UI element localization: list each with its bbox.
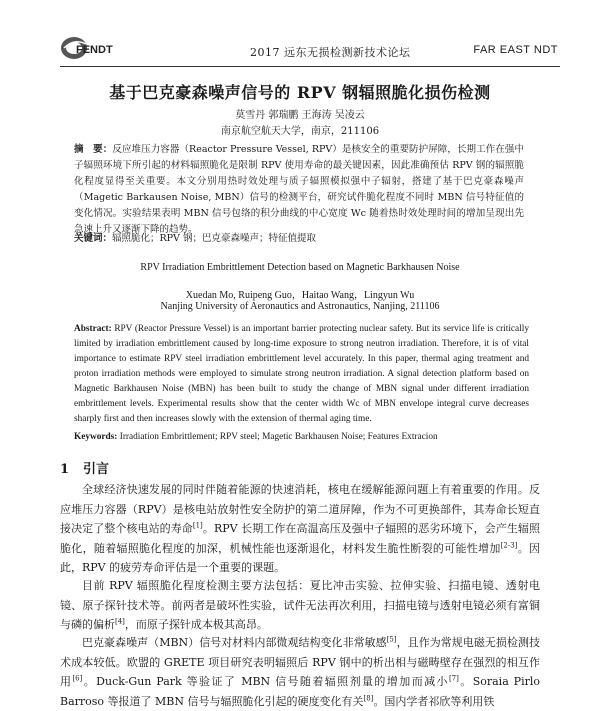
body-paragraph-1 <box>60 480 540 578</box>
paragraph-text: ，而原子探针成本极其高昂。 <box>124 618 268 631</box>
citation: [1] <box>192 521 203 530</box>
paragraph-text: 。RPV 长期工作在高温高压及强中子辐照的恶劣环境下，会产生辐照脆化，随着辐照脆化程度的加深，机械性能也逐渐退化，材料发生脆性断裂的可能性增加 <box>60 522 541 555</box>
keywords-cn <box>74 230 524 244</box>
paragraph-text: 。国内学者祁欣等利用铁 <box>373 694 495 708</box>
body-paragraph-3 <box>60 633 540 708</box>
paragraph-text: 巴克豪森噪声（MBN）信号对材料内部微观结构变化非常敏感 <box>82 636 387 649</box>
paragraph-text: 。因此，RPV 的疲劳寿命评估是一个重要的课题。 <box>60 541 541 574</box>
abstract-cn-label: 摘 要： <box>74 144 113 155</box>
paragraph-text: 全球经济快速发展的同时伴随着能源的快速消耗，核电在缓解能源问题上有着重要的作用。反应堆压力容器（RPV）是核电站放射性安全防护的第二道屏障，作为不可更换部件，其寿命长短直接决定了整个核电站的寿命 <box>60 483 540 535</box>
abstract-cn-text: 反应堆压力容器（Reactor Pressure Vessel, RPV）是核安全的重要防护屏障，长期工作在强中子辐照环境下所引起的材料辐照脆化是限制 RPV 使用寿命的最关键因素，因此准确预估 RPV 钢的辐照脆化程度显得至关重要。本文分别用热时效处理与质子辐照模拟强中子辐射，搭建了基于巴克豪森噪声（Magetic Barkausen Noise, MBN）信号的检测平台，研究试件脆化程度不同时 MBN 信号特征值的变化情况。实验结果表明 MBN 信号包络的积分曲线的中心宽度 Wc 随着热时效处理时间的增加呈现出先急速上升又逐渐下降的趋势。 <box>74 144 524 235</box>
citation: [7] <box>448 674 459 683</box>
keywords-cn-label: 关键词： <box>74 233 113 244</box>
paper-title-en: RPV Irradiation Embrittlement Detection based on Magnetic Barkhausen Noise <box>140 262 460 273</box>
paragraph-text: 。Duck-Gun Park 等验证了 MBN 信号随着辐照剂量的增加而减小 <box>82 675 449 688</box>
paragraph-text: 目前 RPV 辐照脆化程度检测主要方法包括：夏比冲击实验、拉伸实验、扫描电镜、透射电镜、原子探针技术等。前两者是破坏性实验，试件无法再次利用，扫描电镜与透射电镜必须有富铜与磷的偏析 <box>60 579 540 631</box>
conference-name-en: FAR EAST NDT <box>473 44 558 56</box>
section-number: 1 <box>60 462 70 477</box>
abstract-en-label: Abstract: <box>74 324 112 334</box>
section-heading <box>60 458 109 477</box>
citation: [5] <box>386 635 397 644</box>
affiliation-cn: 南京航空航天大学，南京，211106 <box>220 126 380 137</box>
keywords-en-label: Keywords: <box>74 432 118 442</box>
citation: [2-3] <box>500 540 518 549</box>
abstract-en <box>74 322 529 427</box>
keywords-cn-text: 辐照脆化；RPV 钢；巴克豪森噪声；特征值提取 <box>112 233 316 244</box>
citation: [8] <box>363 693 374 702</box>
authors-en: Xuedan Mo, Ruipeng Guo，Haitao Wang，Lingyun Wu <box>185 290 415 301</box>
svg-text:FENDT: FENDT <box>76 44 113 56</box>
page-header <box>60 32 560 67</box>
keywords-en-text: Irradiation Embrittlement; RPV steel; Magetic Barkhausen Noise; Features Extracion <box>119 432 438 442</box>
fendt-logo <box>60 36 112 60</box>
abstract-cn <box>74 142 524 238</box>
keywords-en <box>74 432 529 442</box>
abstract-en-text: RPV (Reactor Pressure Vessel) is an important barrier protecting nuclear safety. But its service life is critically limited by irradiation embrittlement caused by long-time exposure to strong neutron irradiation. Therefore, it is of vital importance to estimate RPV steel irradiation embrittlement level accurately. In this paper, thermal aging treatment and proton irradiation methods were employed to simulate strong neutron irradiation. A signal detection platform based on Magnetic Barkhausen Noise (MBN) has been built to study the change of MBN signal under different irradiation embrittlement levels. Experimental results show that the center width Wc of MBN envelope integral curve decreases sharply first and then increases slowly with the extension of thermal aging time. <box>74 324 529 424</box>
paragraph-text: ，且作为常规电磁无损检测技术成本较低。欧盟的 GRETE 项目研究表明辐照后 RPV 钢中的析出相与磁畴壁存在强烈的相互作用 <box>60 636 540 688</box>
authors-cn: 莫雪丹 郭瑞鹏 王海涛 吴凌云 <box>235 110 365 121</box>
citation: [6] <box>72 674 83 683</box>
body-paragraph-2 <box>60 576 540 635</box>
citation: [4] <box>115 617 125 626</box>
affiliation-en: Nanjing University of Aeronautics and Astronautics, Nanjing, 211106 <box>160 301 440 312</box>
paper-title-cn: 基于巴克豪森噪声信号的 RPV 钢辐照脆化损伤检测 <box>109 83 491 102</box>
conference-name: 2017 远东无损检测新技术论坛 <box>250 46 411 59</box>
paragraph-text: 。Soraia Pirlo Barroso 等报道了 MBN 信号与辐照脆化引起的硬度变化有关 <box>60 675 540 708</box>
section-title: 引言 <box>83 462 110 477</box>
